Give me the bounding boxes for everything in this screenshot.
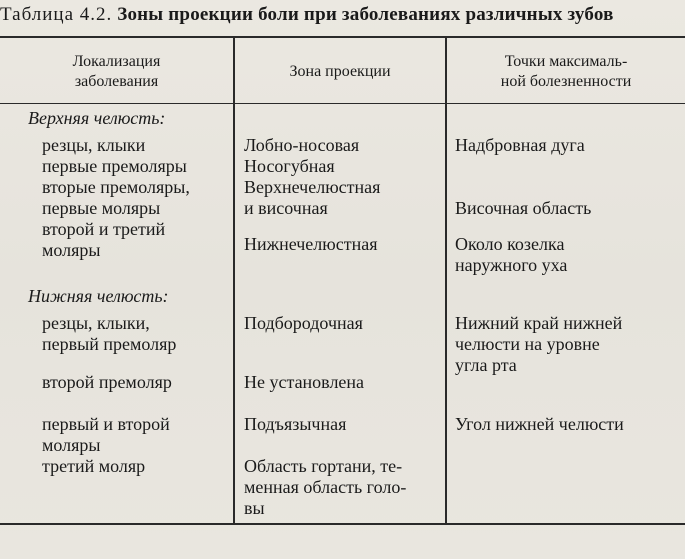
- cell-line: первый премоляр: [42, 334, 177, 354]
- header-localization-line: Локализация: [72, 53, 161, 70]
- cell-line: моляры: [42, 240, 101, 260]
- header-localization-line: заболевания: [74, 73, 159, 90]
- cell-line: Носогубная: [244, 156, 335, 176]
- header-points-line: ной болезненности: [500, 73, 632, 90]
- header-points-line: Точки максималь-: [504, 53, 628, 70]
- table-number: Таблица 4.2.: [0, 4, 113, 25]
- localization-cell: [42, 219, 165, 261]
- localization-cell: [42, 313, 176, 355]
- cell-line: Область гортани, те-: [244, 456, 403, 476]
- cell-line: угла рта: [455, 355, 517, 375]
- cell-line: Не установлена: [244, 372, 365, 392]
- zone-cell: [244, 156, 335, 177]
- cell-line: Подбородочная: [244, 313, 363, 333]
- cell-line: первые моляры: [42, 198, 161, 218]
- cell-line: второй и третий: [42, 219, 166, 239]
- zone-cell: [244, 456, 406, 519]
- localization-cell: [42, 456, 145, 477]
- points-cell: [455, 135, 585, 156]
- cell-line: первые премоляры: [42, 156, 187, 176]
- cell-line: резцы, клыки,: [42, 313, 150, 333]
- cell-line: Верхнечелюстная: [244, 177, 381, 197]
- cell-line: менная область голо-: [244, 477, 407, 497]
- cell-line: челюсти на уровне: [455, 334, 600, 354]
- zone-cell: [244, 313, 363, 334]
- cell-line: Височная область: [455, 198, 592, 218]
- header-bottom-rule: [0, 103, 685, 104]
- cell-line: Около козелка: [455, 234, 565, 254]
- zone-cell: [244, 234, 377, 255]
- points-cell: [455, 234, 567, 276]
- table-top-rule: [0, 36, 685, 38]
- section-title-upper: Верхняя челюсть:: [28, 108, 166, 128]
- cell-line: Нижнечелюстная: [244, 234, 378, 254]
- column-divider-1: [233, 37, 235, 524]
- cell-line: вы: [244, 498, 265, 518]
- zone-cell: [244, 414, 346, 435]
- section-title-lower: Нижняя челюсть:: [28, 286, 169, 306]
- table-bottom-rule: [0, 523, 685, 525]
- header-points: [447, 52, 685, 92]
- cell-line: второй премоляр: [42, 372, 172, 392]
- cell-line: вторые премоляры,: [42, 177, 190, 197]
- points-cell: [455, 414, 624, 435]
- column-divider-2: [445, 37, 447, 524]
- cell-line: Нижний край нижней: [455, 313, 623, 333]
- table-title: Зоны проекции боли при заболеваниях различных зубов: [117, 4, 614, 25]
- zone-cell: [244, 372, 364, 393]
- cell-line: моляры: [42, 435, 101, 455]
- localization-cell: [42, 177, 190, 219]
- cell-line: Подъязычная: [244, 414, 347, 434]
- cell-line: Надбровная дуга: [455, 135, 585, 155]
- cell-line: Угол нижней челюсти: [455, 414, 624, 434]
- zone-cell: [244, 177, 380, 219]
- header-zone-text: Зона проекции: [289, 63, 391, 80]
- table-caption: [0, 4, 685, 26]
- cell-line: Лобно-носовая: [244, 135, 360, 155]
- localization-cell: [42, 135, 145, 156]
- localization-cell: [42, 414, 170, 456]
- cell-line: и височная: [244, 198, 328, 218]
- cell-line: наружного уха: [455, 255, 568, 275]
- cell-line: первый и второй: [42, 414, 170, 434]
- cell-line: третий моляр: [42, 456, 146, 476]
- points-cell: [455, 313, 622, 376]
- cell-line: резцы, клыки: [42, 135, 146, 155]
- header-zone: [235, 62, 445, 82]
- points-cell: [455, 198, 591, 219]
- localization-cell: [42, 156, 187, 177]
- header-localization: [0, 52, 233, 92]
- localization-cell: [42, 372, 172, 393]
- zone-cell: [244, 135, 359, 156]
